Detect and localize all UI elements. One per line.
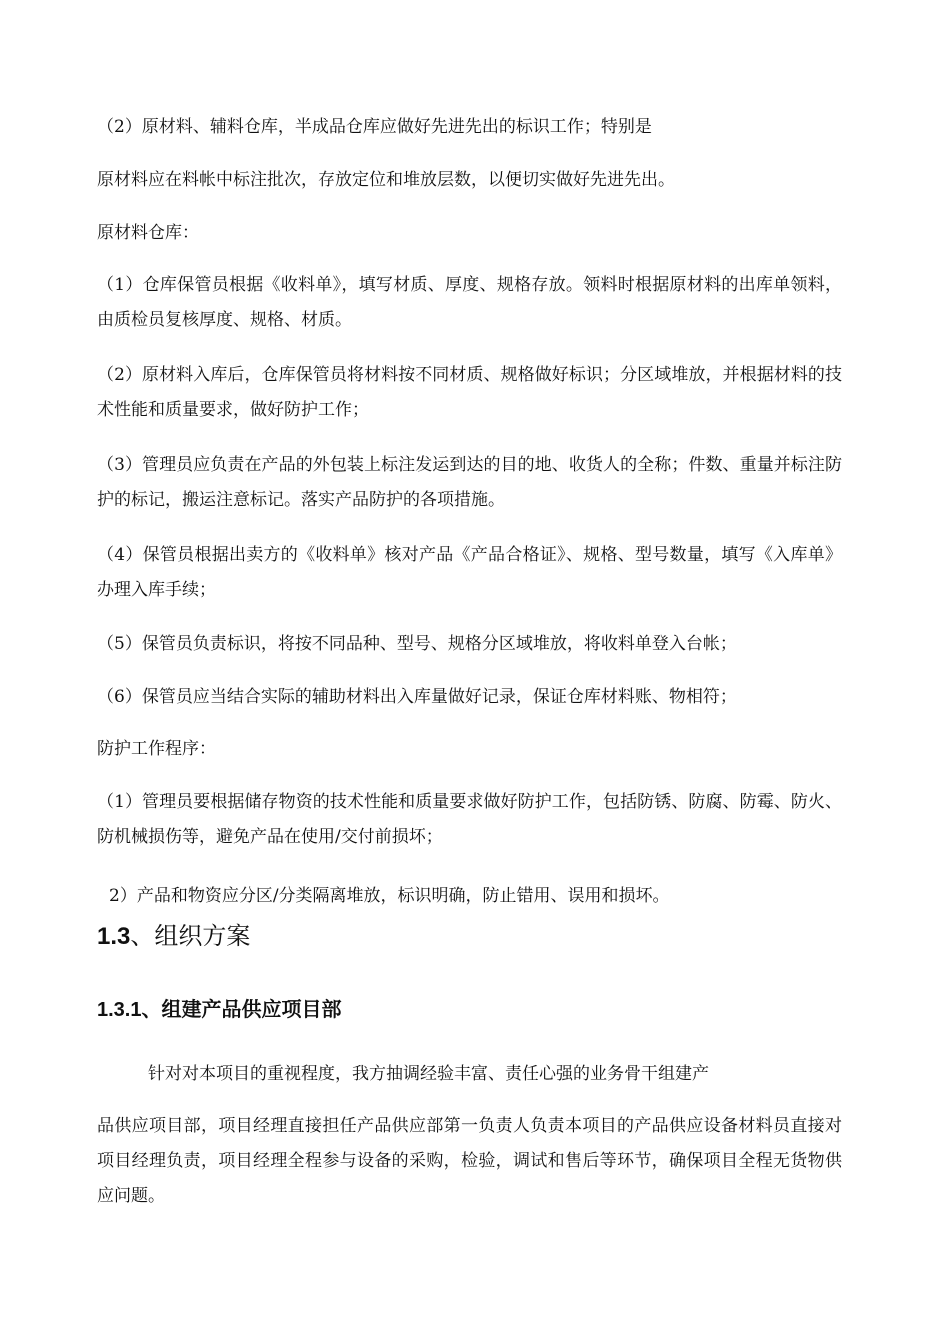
protection-procedure-title: 防护工作程序：	[97, 739, 216, 759]
raw-material-item-1: （1）仓库保管员根据《收料单》，填写材质、厚度、规格存放。领料时根据原材料的出库单领料，由质检员复核厚度、规格、材质。	[97, 275, 842, 330]
paragraph-warehouse-fifo-line2: 原材料应在料帐中标注批次，存放定位和堆放层数，以便切实做好先进先出。	[97, 170, 675, 190]
section-heading-1-3	[97, 916, 250, 957]
protection-item-1: （1）管理员要根据储存物资的技术性能和质量要求做好防护工作，包括防锈、防腐、防霉、防火、防机械损伤等，避免产品在使用/交付前损坏；	[97, 792, 842, 847]
subsection-heading-1-3-1: 1.3.1、组建产品供应项目部	[97, 999, 342, 1021]
org-paragraph-body: 品供应项目部，项目经理直接担任产品供应部第一负责人负责本项目的产品供应设备材料员直接对项目经理负责，项目经理全程参与设备的采购，检验，调试和售后等环节，确保项目全程无货物供应问题。	[97, 1116, 842, 1206]
org-paragraph-line1: 针对对本项目的重视程度，我方抽调经验丰富、责任心强的业务骨干组建产	[148, 1064, 709, 1084]
section-title: 、组织方案	[130, 922, 251, 950]
protection-item-2: 2）产品和物资应分区/分类隔离堆放，标识明确，防止错用、误用和损坏。	[109, 886, 670, 906]
section-number: 1.3	[97, 923, 131, 950]
raw-material-warehouse-title: 原材料仓库：	[97, 223, 199, 243]
raw-material-item-4: （4）保管员根据出卖方的《收料单》核对产品《产品合格证》、规格、型号数量，填写《入库单》办理入库手续；	[97, 545, 842, 600]
raw-material-item-6: （6）保管员应当结合实际的辅助材料出入库量做好记录，保证仓库材料账、物相符；	[97, 687, 737, 707]
raw-material-item-3: （3）管理员应负责在产品的外包装上标注发运到达的目的地、收货人的全称；件数、重量并标注防护的标记，搬运注意标记。落实产品防护的各项措施。	[97, 455, 842, 510]
raw-material-item-5: （5）保管员负责标识，将按不同品种、型号、规格分区域堆放，将收料单登入台帐；	[97, 634, 737, 654]
raw-material-item-2: （2）原材料入库后，仓库保管员将材料按不同材质、规格做好标识；分区域堆放，并根据材料的技术性能和质量要求，做好防护工作；	[97, 365, 842, 420]
paragraph-warehouse-fifo-line1: （2）原材料、辅料仓库，半成品仓库应做好先进先出的标识工作；特别是	[97, 117, 652, 137]
